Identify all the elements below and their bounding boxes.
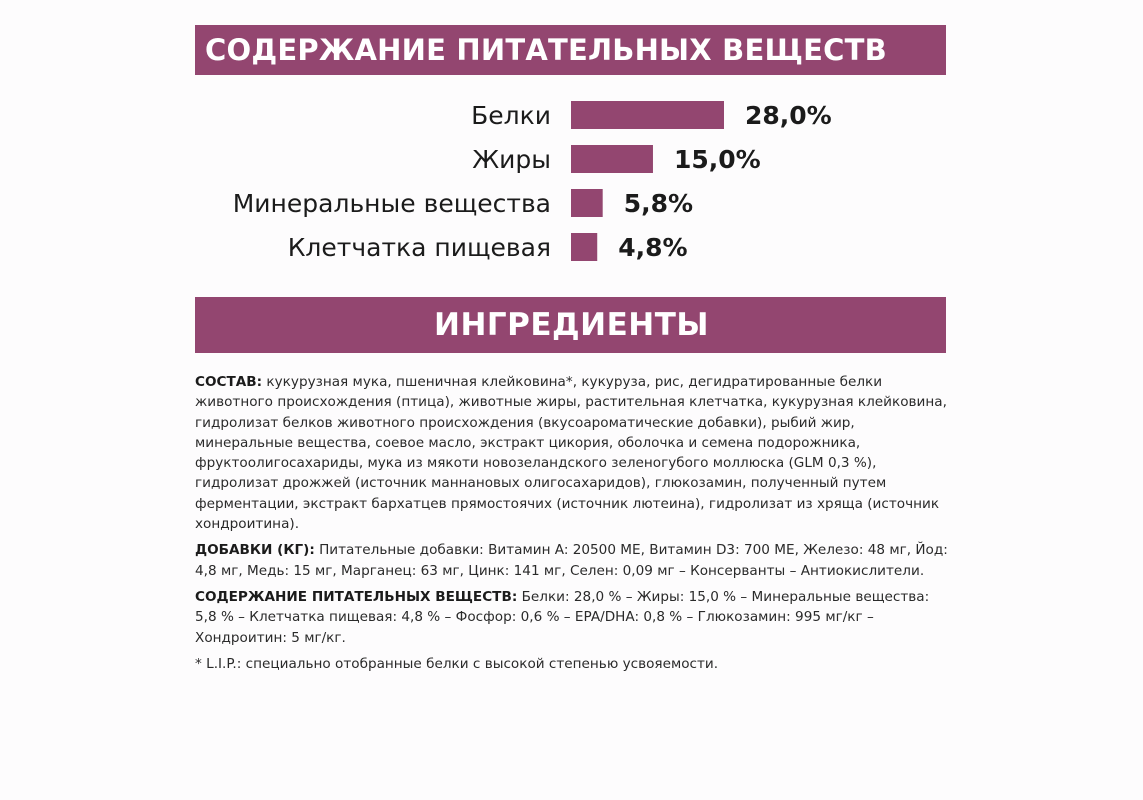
nutrient-content-label: СОДЕРЖАНИЕ ПИТАТЕЛЬНЫХ ВЕЩЕСТВ: [195,588,518,605]
bar [571,189,603,217]
additives-text: Питательные добавки: Витамин A: 20500 МЕ, Витамин D3: 700 МЕ, Железо: 48 мг, Йод: 4,8 мг, Медь: 15 мг, Марганец: 63 мг, Цинк: 141 мг, Селен: 0,09 мг – Консерванты – Антиокислители. [195,542,948,579]
additives-paragraph [195,540,955,581]
footnote: * L.I.P.: специально отобранные белки с высокой степенью усвояемости. [195,655,719,672]
category-label: Белки [471,101,551,130]
value-label: 28,0% [745,101,832,130]
composition-label: СОСТАВ: [195,374,263,390]
value-label: 5,8% [623,189,694,218]
nutrients-chart-svg [195,96,946,276]
bar [571,145,653,173]
bar [571,101,724,129]
ingredients-heading [195,297,946,353]
nutrients-bar-chart [195,96,946,276]
value-label: 15,0% [673,145,761,174]
category-label: Минеральные вещества [232,189,551,218]
additives-label: ДОБАВКИ (КГ): [195,542,315,559]
category-label: Жиры [472,145,551,174]
nutrients-heading-text: СОДЕРЖАНИЕ ПИТАТЕЛЬНЫХ ВЕЩЕСТВ [205,33,887,67]
nutrient-content-paragraph [195,587,955,648]
bar [571,233,597,261]
ingredients-heading-text: ИНГРЕДИЕНТЫ [434,307,709,343]
nutrient-content-text: Белки: 28,0 % – Жиры: 15,0 % – Минеральные вещества: 5,8 % – Клетчатка пищевая: 4,8 % – Фосфор: 0,6 % – EPA/DHA: 0,8 % – Глюкозамин: 995 мг/кг – Хондроитин: 5 мг/кг. [195,588,930,646]
composition-paragraph [195,372,955,534]
ingredients-section [195,372,955,680]
value-label: 4,8% [618,233,688,262]
composition-text: кукурузная мука, пшеничная клейковина*, кукуруза, рис, дегидратированные белки животного происхождения (птица), животные жиры, растительная клетчатка, кукурузная клейковина, гидролизат белков животного происхождения (вкусоароматические добавки), рыбий жир, минеральные вещества, соевое масло, экстракт цикория, оболочка и семена подорожника, фруктоолигосахариды, мука из мякоти новозеландского зеленогубого моллюска (GLM 0,3 %), гидролизат дрожжей (источник маннановых олигосахаридов), глюкозамин, полученный путем ферментации, экстракт бархатцев прямостоячих (источник лютеина), гидролизат из хряща (источник хондроитина). [195,374,947,533]
nutrients-heading [195,25,946,75]
category-label: Клетчатка пищевая [287,233,551,262]
